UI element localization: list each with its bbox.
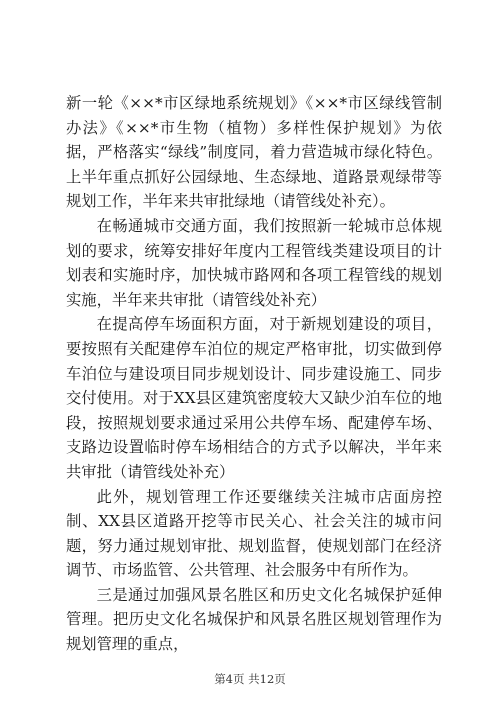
paragraph-heritage: 三是通过加强风景名胜区和历史文化名城保护延伸管理。把历史文化名城保护和风景名胜区规划管理作为规划管理的重点， xyxy=(66,585,442,654)
document-body xyxy=(66,91,442,657)
paragraph-traffic: 在畅通城市交通方面，我们按照新一轮城市总体规划的要求，统筹安排好年度内工程管线类建设项目的计划表和实施时序，加快城市路网和各项工程管线的规划实施，半年来共审批（请管线处补充） xyxy=(66,216,442,309)
paragraph-green-planning: 新一轮《××*市区绿地系统规划》《××*市区绿线管制办法》《××*市生物（植物）多样性保护规划》为依据，严格落实“绿线”制度同，着力营造城市绿化特色。上半年重点抓好公园绿地、生态绿地、道路景观绿带等规划工作，半年来共审批绿地（请管线处补充）。 xyxy=(66,94,442,211)
page-number-footer: 第4页 共12页 xyxy=(214,672,286,686)
paragraph-parking: 在提高停车场面积方面，对于新规划建设的项目，要按照有关配建停车泊位的规定严格审批，切实做到停车泊位与建设项目同步规划设计、同步建设施工、同步交付使用。对于XX县区建筑密度较大又缺少泊车位的地段，按照规划要求通过采用公共停车场、配建停车场、支路边设置临时停车场相结合的方式予以解决，半年来共审批（请管线处补充） xyxy=(66,315,442,481)
paragraph-management: 此外，规划管理工作还要继续关注城市店面房控制、XX县区道路开挖等市民关心、社会关注的城市问题，努力通过规划审批、规划监督，使规划部门在经济调节、市场监管、公共管理、社会服务中有所作为。 xyxy=(66,487,442,580)
